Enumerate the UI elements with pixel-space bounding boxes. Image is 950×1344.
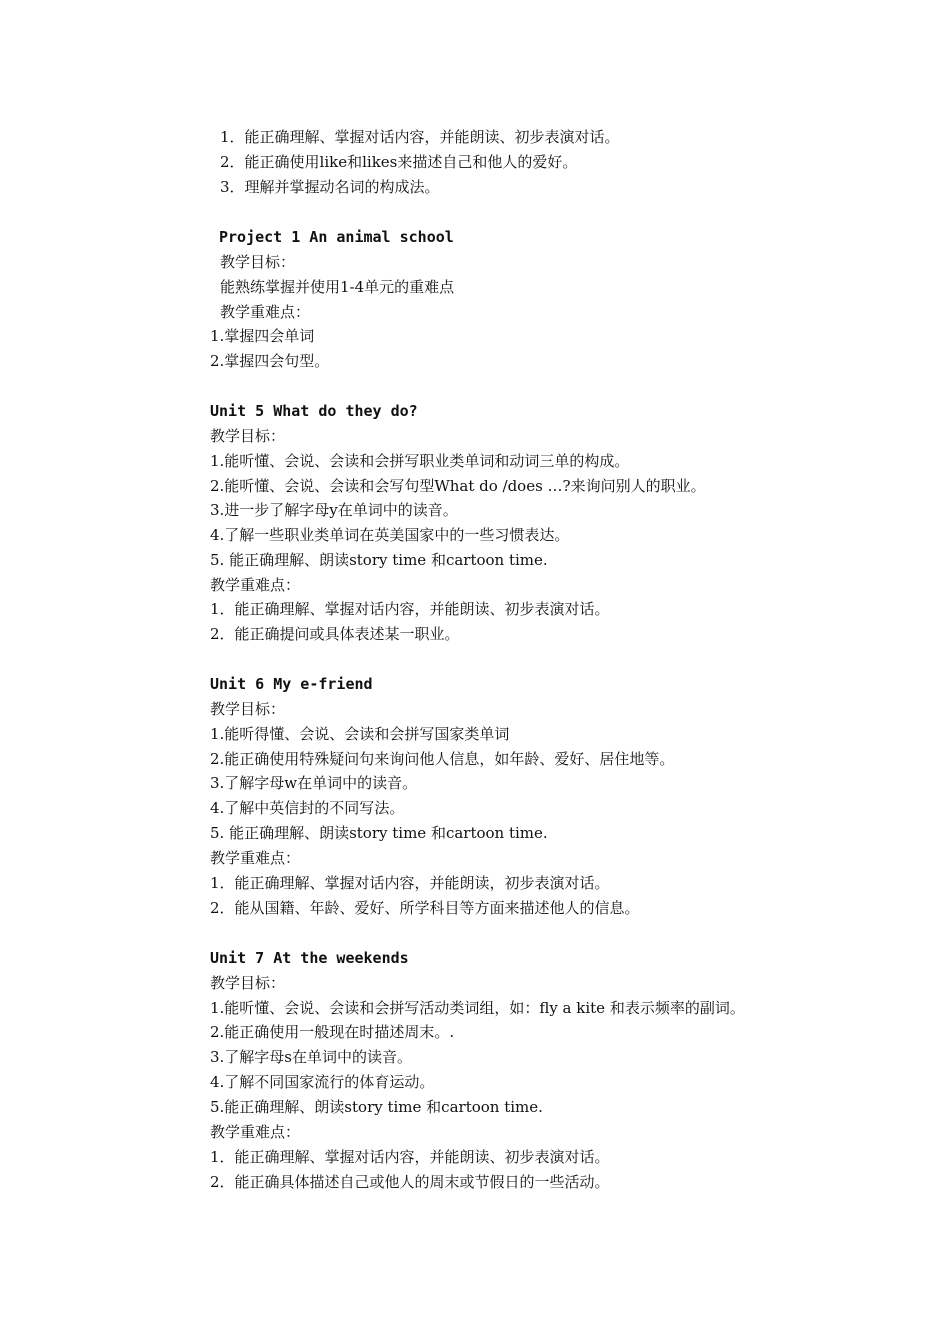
project1-key-2: 2.掌握四会句型。 xyxy=(210,352,330,370)
unit6-heading: Unit 6 My e-friend xyxy=(210,675,373,693)
unit5-goals-label: 教学目标： xyxy=(210,427,286,445)
unit5-goal-5: 5. 能正确理解、朗读story time 和cartoon time. xyxy=(210,551,548,569)
unit5-heading: Unit 5 What do they do? xyxy=(210,402,418,420)
unit7-goal-4: 4.了解不同国家流行的体育运动。 xyxy=(210,1073,435,1091)
unit5-goal-4: 4.了解一些职业类单词在英美国家中的一些习惯表达。 xyxy=(210,526,570,544)
unit6-goals-label: 教学目标： xyxy=(210,700,286,718)
project1-goal-1: 能熟练掌握并使用1-4单元的重难点 xyxy=(220,278,455,296)
unit6-goal-3: 3.了解字母w在单词中的读音。 xyxy=(210,774,418,792)
unit7-key-2: 2．能正确具体描述自己或他人的周末或节假日的一些活动。 xyxy=(210,1173,610,1191)
project1-goals-label: 教学目标： xyxy=(220,253,296,271)
unit5-key-label: 教学重难点： xyxy=(210,576,301,594)
unit7-goal-2: 2.能正确使用一般现在时描述周末。. xyxy=(210,1023,455,1041)
project1-key-label: 教学重难点： xyxy=(220,303,311,321)
project1-heading: Project 1 An animal school xyxy=(219,228,454,246)
unit5-key-1: 1．能正确理解、掌握对话内容，并能朗读、初步表演对话。 xyxy=(210,600,610,618)
unit7-key-1: 1．能正确理解、掌握对话内容，并能朗读、初步表演对话。 xyxy=(210,1148,610,1166)
unit6-key-label: 教学重难点： xyxy=(210,849,301,867)
unit5-goal-2: 2.能听懂、会说、会读和会写句型What do /does …?来询问别人的职业。 xyxy=(210,477,706,495)
intro-item-1: 1．能正确理解、掌握对话内容，并能朗读、初步表演对话。 xyxy=(220,128,620,146)
intro-item-3: 3．理解并掌握动名词的构成法。 xyxy=(220,178,440,196)
unit7-goal-3: 3.了解字母s在单词中的读音。 xyxy=(210,1048,413,1066)
unit6-key-2: 2．能从国籍、年龄、爱好、所学科目等方面来描述他人的信息。 xyxy=(210,899,640,917)
unit7-goal-5: 5.能正确理解、朗读story time 和cartoon time. xyxy=(210,1098,543,1116)
intro-item-2: 2．能正确使用like和likes来描述自己和他人的爱好。 xyxy=(220,153,578,171)
unit6-key-1: 1．能正确理解、掌握对话内容，并能朗读，初步表演对话。 xyxy=(210,874,610,892)
unit7-key-label: 教学重难点： xyxy=(210,1123,301,1141)
unit7-heading: Unit 7 At the weekends xyxy=(210,949,409,967)
unit5-key-2: 2．能正确提问或具体表述某一职业。 xyxy=(210,625,460,643)
unit6-goal-4: 4.了解中英信封的不同写法。 xyxy=(210,799,405,817)
project1-key-1: 1.掌握四会单词 xyxy=(210,327,315,345)
unit7-goals-label: 教学目标： xyxy=(210,974,286,992)
unit6-goal-1: 1.能听得懂、会说、会读和会拼写国家类单词 xyxy=(210,725,510,743)
unit6-goal-2: 2.能正确使用特殊疑问句来询问他人信息，如年龄、爱好、居住地等。 xyxy=(210,750,675,768)
unit6-goal-5: 5. 能正确理解、朗读story time 和cartoon time. xyxy=(210,824,548,842)
unit7-goal-1: 1.能听懂、会说、会读和会拼写活动类词组，如：fly a kite 和表示频率的副词。 xyxy=(210,999,745,1017)
unit5-goal-3: 3.进一步了解字母y在单词中的读音。 xyxy=(210,501,458,519)
unit5-goal-1: 1.能听懂、会说、会读和会拼写职业类单词和动词三单的构成。 xyxy=(210,452,630,470)
